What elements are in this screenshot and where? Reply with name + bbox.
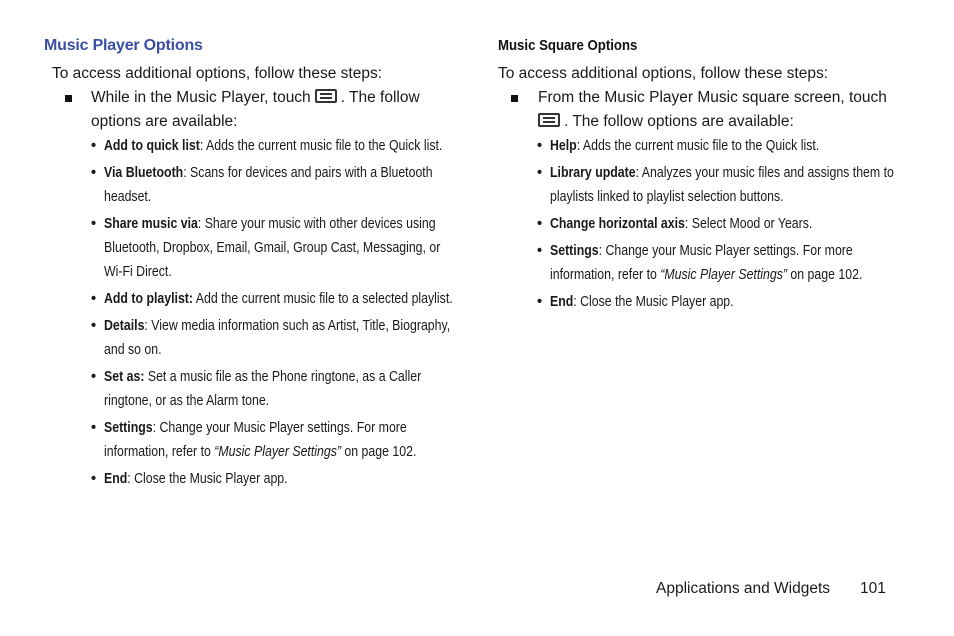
option-term: Share music via	[104, 216, 198, 232]
bullet-icon: •	[91, 138, 97, 154]
section-heading: Music Player Options	[44, 37, 203, 54]
option-term: Library update	[550, 165, 636, 181]
step-item	[44, 86, 459, 134]
square-bullet-icon	[511, 95, 518, 102]
list-item	[498, 290, 908, 314]
menu-key-icon	[315, 89, 337, 103]
option-desc: Add the current music file to a selected playlist.	[193, 291, 453, 307]
list-item	[498, 161, 908, 209]
list-item	[44, 416, 459, 464]
bullet-icon: •	[537, 138, 543, 154]
bullet-icon: •	[91, 216, 97, 232]
option-desc: : Close the Music Player app.	[127, 471, 288, 487]
right-column	[498, 36, 908, 317]
bullet-icon: •	[91, 291, 97, 307]
list-item	[498, 239, 908, 287]
option-desc: : Share your music with other devices using Bluetooth, Dropbox, Email, Gmail, Group Cast, Messaging, or Wi-Fi Direct.	[104, 216, 441, 280]
option-desc: : Change your Music Player settings. For more information, refer to	[550, 243, 853, 283]
option-term: Help	[550, 138, 577, 154]
list-item	[44, 212, 459, 284]
list-item	[44, 365, 459, 413]
option-desc: : Scans for devices and pairs with a Bluetooth headset.	[104, 165, 433, 205]
intro-text: To access additional options, follow these steps:	[498, 65, 828, 82]
list-item	[44, 287, 459, 311]
page-number: 101	[860, 580, 886, 597]
step-item	[498, 86, 908, 134]
section-heading: Music Square Options	[498, 37, 638, 54]
option-term: Settings	[550, 243, 599, 259]
list-item	[44, 314, 459, 362]
option-term: Add to quick list	[104, 138, 200, 154]
option-desc: : View media information such as Artist, Title, Biography, and so on.	[104, 318, 451, 358]
option-desc-after: on page 102.	[341, 444, 417, 460]
option-term: End	[550, 294, 574, 310]
bullet-icon: •	[91, 318, 97, 334]
options-list	[498, 134, 908, 314]
footer-section-title: Applications and Widgets	[656, 580, 831, 597]
list-item	[498, 212, 908, 236]
option-term: Set as:	[104, 369, 145, 385]
list-item	[44, 161, 459, 209]
option-term: Add to playlist:	[104, 291, 194, 307]
option-term: Change horizontal axis	[550, 216, 685, 232]
step-text-after: . The follow options are available:	[91, 89, 420, 130]
left-column	[44, 36, 459, 494]
bullet-icon: •	[537, 165, 543, 181]
option-desc: : Analyzes your music files and assigns them to playlists linked to playlist selection buttons.	[550, 165, 894, 205]
list-item	[44, 467, 459, 491]
option-desc: : Adds the current music file to the Quick list.	[199, 138, 443, 154]
step-text-before: While in the Music Player, touch	[91, 89, 311, 106]
step-text-after: . The follow options are available:	[564, 113, 794, 130]
option-desc: : Close the Music Player app.	[573, 294, 734, 310]
menu-key-icon	[538, 113, 560, 127]
option-desc: : Change your Music Player settings. For more information, refer to	[104, 420, 407, 460]
options-list	[44, 134, 459, 491]
option-term: Via Bluetooth	[104, 165, 184, 181]
option-desc: Set a music file as the Phone ringtone, as a Caller ringtone, or as the Alarm tone.	[104, 369, 422, 409]
option-term: End	[104, 471, 128, 487]
step-text-before: From the Music Player Music square screen, touch	[538, 89, 887, 106]
option-desc: : Adds the current music file to the Quick list.	[576, 138, 820, 154]
option-term: Settings	[104, 420, 153, 436]
cross-reference-link[interactable]: “Music Player Settings”	[214, 444, 342, 460]
option-desc: : Select Mood or Years.	[684, 216, 813, 232]
cross-reference-link[interactable]: “Music Player Settings”	[660, 267, 788, 283]
square-bullet-icon	[65, 95, 72, 102]
option-term: Details	[104, 318, 145, 334]
list-item	[44, 134, 459, 158]
bullet-icon: •	[537, 294, 543, 310]
bullet-icon: •	[91, 420, 97, 436]
bullet-icon: •	[537, 243, 543, 259]
intro-text: To access additional options, follow these steps:	[52, 65, 382, 82]
page-footer	[656, 578, 886, 600]
bullet-icon: •	[91, 471, 97, 487]
option-desc-after: on page 102.	[787, 267, 863, 283]
bullet-icon: •	[537, 216, 543, 232]
bullet-icon: •	[91, 165, 97, 181]
list-item	[498, 134, 908, 158]
bullet-icon: •	[91, 369, 97, 385]
